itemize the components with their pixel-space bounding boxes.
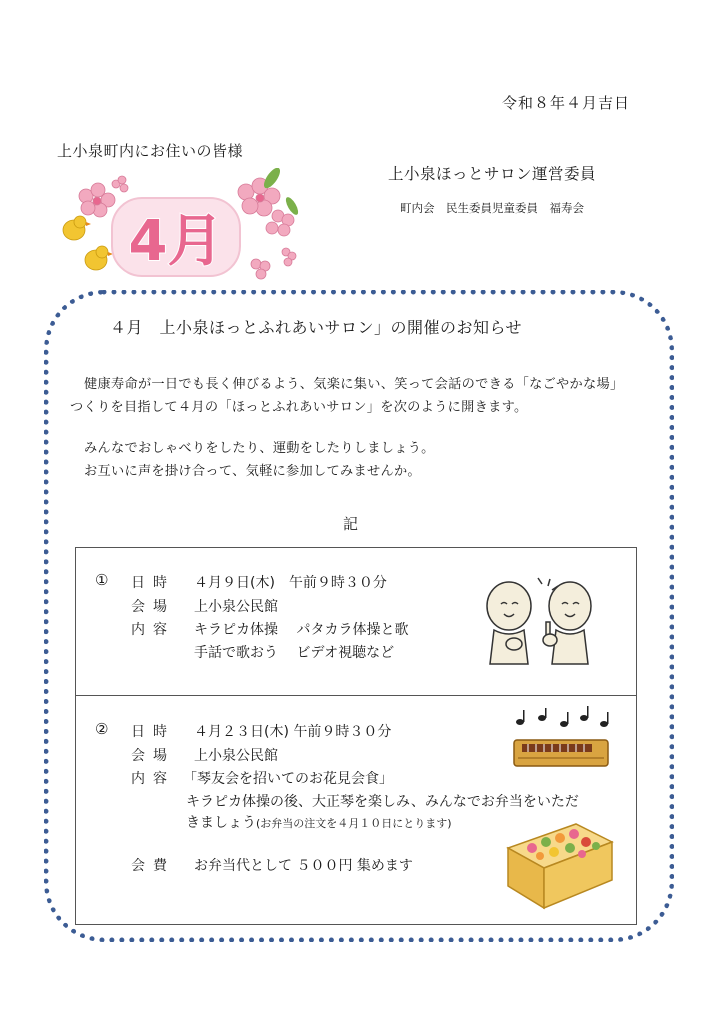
bento-order-note: (お弁当の注文を４月１０日にとります)	[256, 817, 452, 830]
chatting-people-illustration	[474, 574, 604, 666]
session-1-venue: 上小泉公民館	[194, 599, 278, 615]
notice-title: ４月 上小泉ほっとふれあいサロン」の開催のお知らせ	[110, 318, 523, 337]
session-1-datetime: ４月９日(木) 午前９時３０分	[194, 575, 387, 591]
session-2-content-line-2: キラピカ体操の後、大正琴を楽しみ、みんなでお弁当をいただ	[186, 794, 579, 810]
committee-name: 上小泉ほっとサロン運営委員	[388, 165, 597, 183]
taisho-koto-icon	[514, 740, 608, 766]
session-2-venue-label: 会場	[131, 748, 175, 764]
session-1-content-line-2: 手話で歌おう ビデオ視聴など	[194, 645, 395, 661]
intro-line-1: 健康寿命が一日でも長く伸びるよう、気楽に集い、笑って会話のできる「なごやかな場」	[84, 377, 624, 392]
session-2-content-label: 内容	[131, 771, 175, 787]
session-1-venue-label: 会場	[131, 599, 175, 615]
issue-date: 令和８年４月吉日	[502, 94, 631, 112]
session-2-number: ②	[95, 720, 109, 738]
session-2-fee-label: 会費	[131, 858, 175, 874]
session-2-content-line-3-main: きましょう	[186, 815, 256, 831]
music-notes-icon	[516, 706, 609, 727]
session-2-fee: お弁当代として ５００円 集めます	[194, 858, 413, 874]
intro-line-2: つくりを目指して４月の「ほっとふれあいサロン」を次のように開きます。	[70, 400, 528, 415]
koto-music-illustration	[508, 706, 620, 772]
session-2-content-line-1: 「琴友会を招いてのお花見会食」	[183, 771, 393, 787]
details-divider	[75, 695, 637, 696]
session-2-datetime-label: 日時	[131, 724, 175, 740]
bento-box-illustration	[498, 814, 618, 914]
month-badge: 4月	[128, 209, 224, 274]
session-1-content-label: 内容	[131, 622, 175, 638]
session-2-content-line-3	[186, 812, 452, 832]
session-1-content-line-1: キラピカ体操 パタカラ体操と歌	[194, 622, 409, 638]
ki-heading: 記	[343, 515, 359, 533]
chick-icon	[63, 216, 108, 270]
session-2-datetime: ４月２３日(木) 午前９時３０分	[194, 724, 392, 740]
session-2-venue: 上小泉公民館	[194, 748, 278, 764]
session-1-datetime-label: 日時	[131, 575, 175, 591]
april-badge-illustration	[60, 168, 305, 280]
session-1-number: ①	[95, 571, 109, 589]
invite-line-2: お互いに声を掛け合って、気軽に参加してみませんか。	[84, 464, 421, 479]
greeting: 上小泉町内にお住いの皆様	[57, 142, 244, 160]
organizations: 町内会 民生委員児童委員 福寿会	[400, 201, 584, 215]
invite-line-1: みんなでおしゃべりをしたり、運動をしたりしましょう。	[84, 441, 435, 456]
sakura-cluster-icon	[238, 178, 296, 279]
